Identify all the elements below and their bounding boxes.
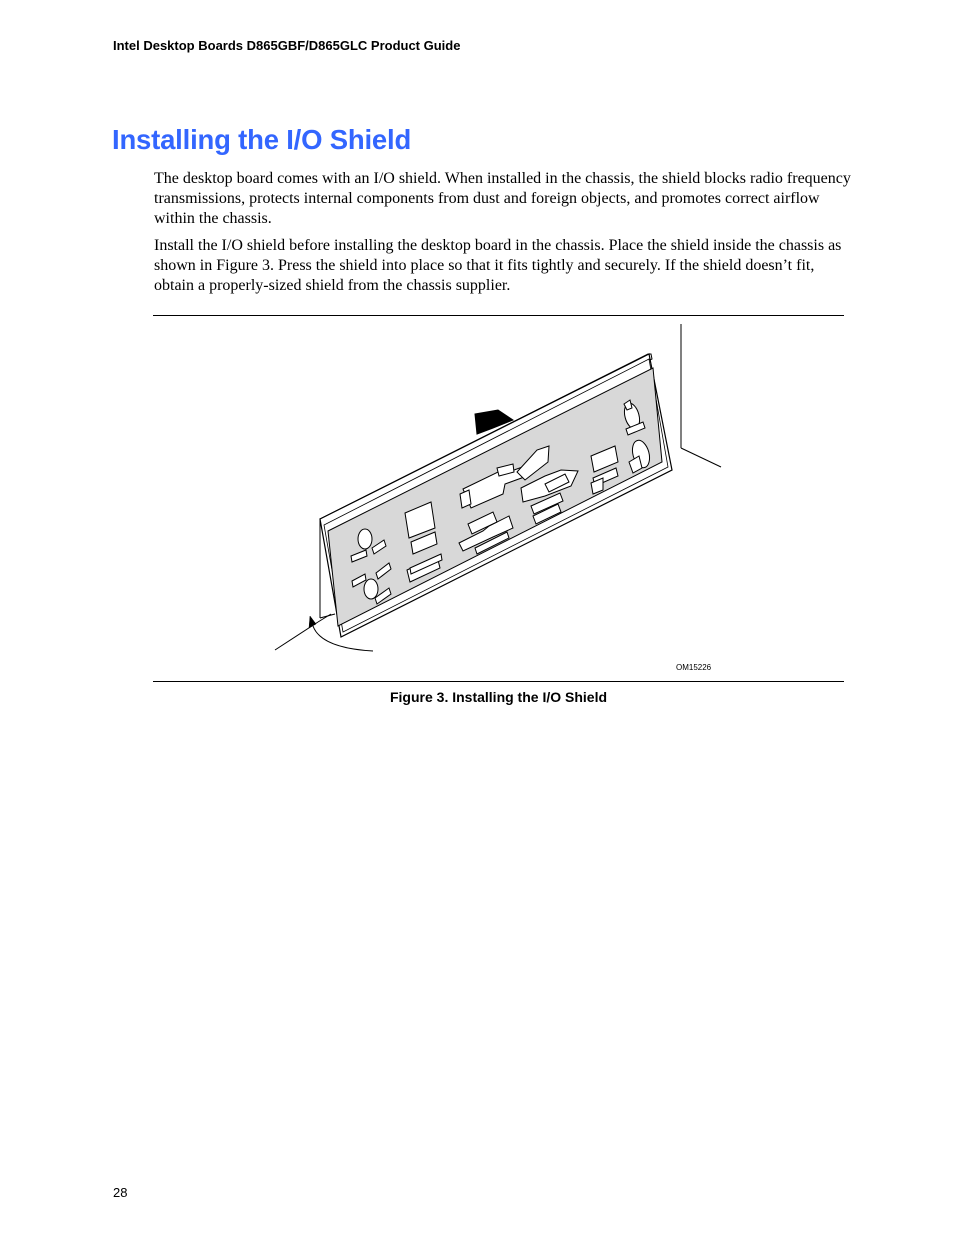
figure-code: OM15226	[676, 663, 712, 672]
figure-bottom-rule	[153, 681, 844, 682]
running-header: Intel Desktop Boards D865GBF/D865GLC Product Guide	[113, 38, 461, 53]
body-paragraph-1: The desktop board comes with an I/O shield. When installed in the chassis, the shield blocks radio frequency transmissions, protects internal components from dust and foreign objects, and promotes correct airflow within the chassis.	[154, 170, 851, 227]
chassis-floor-edge	[681, 448, 721, 467]
figure-caption: Figure 3. Installing the I/O Shield	[389, 689, 608, 705]
io-shield-illustration	[153, 316, 844, 681]
page-number: 28	[113, 1185, 128, 1200]
body-paragraph-2: Install the I/O shield before installing the desktop board in the chassis. Place the shield inside the chassis as shown in Figure 3. Press the shield into place so that it fits tightly and securely. If the shield doesn’t fit, obtain a properly-sized shield from the chassis supplier.	[154, 237, 842, 294]
section-title: Installing the I/O Shield	[112, 124, 412, 155]
